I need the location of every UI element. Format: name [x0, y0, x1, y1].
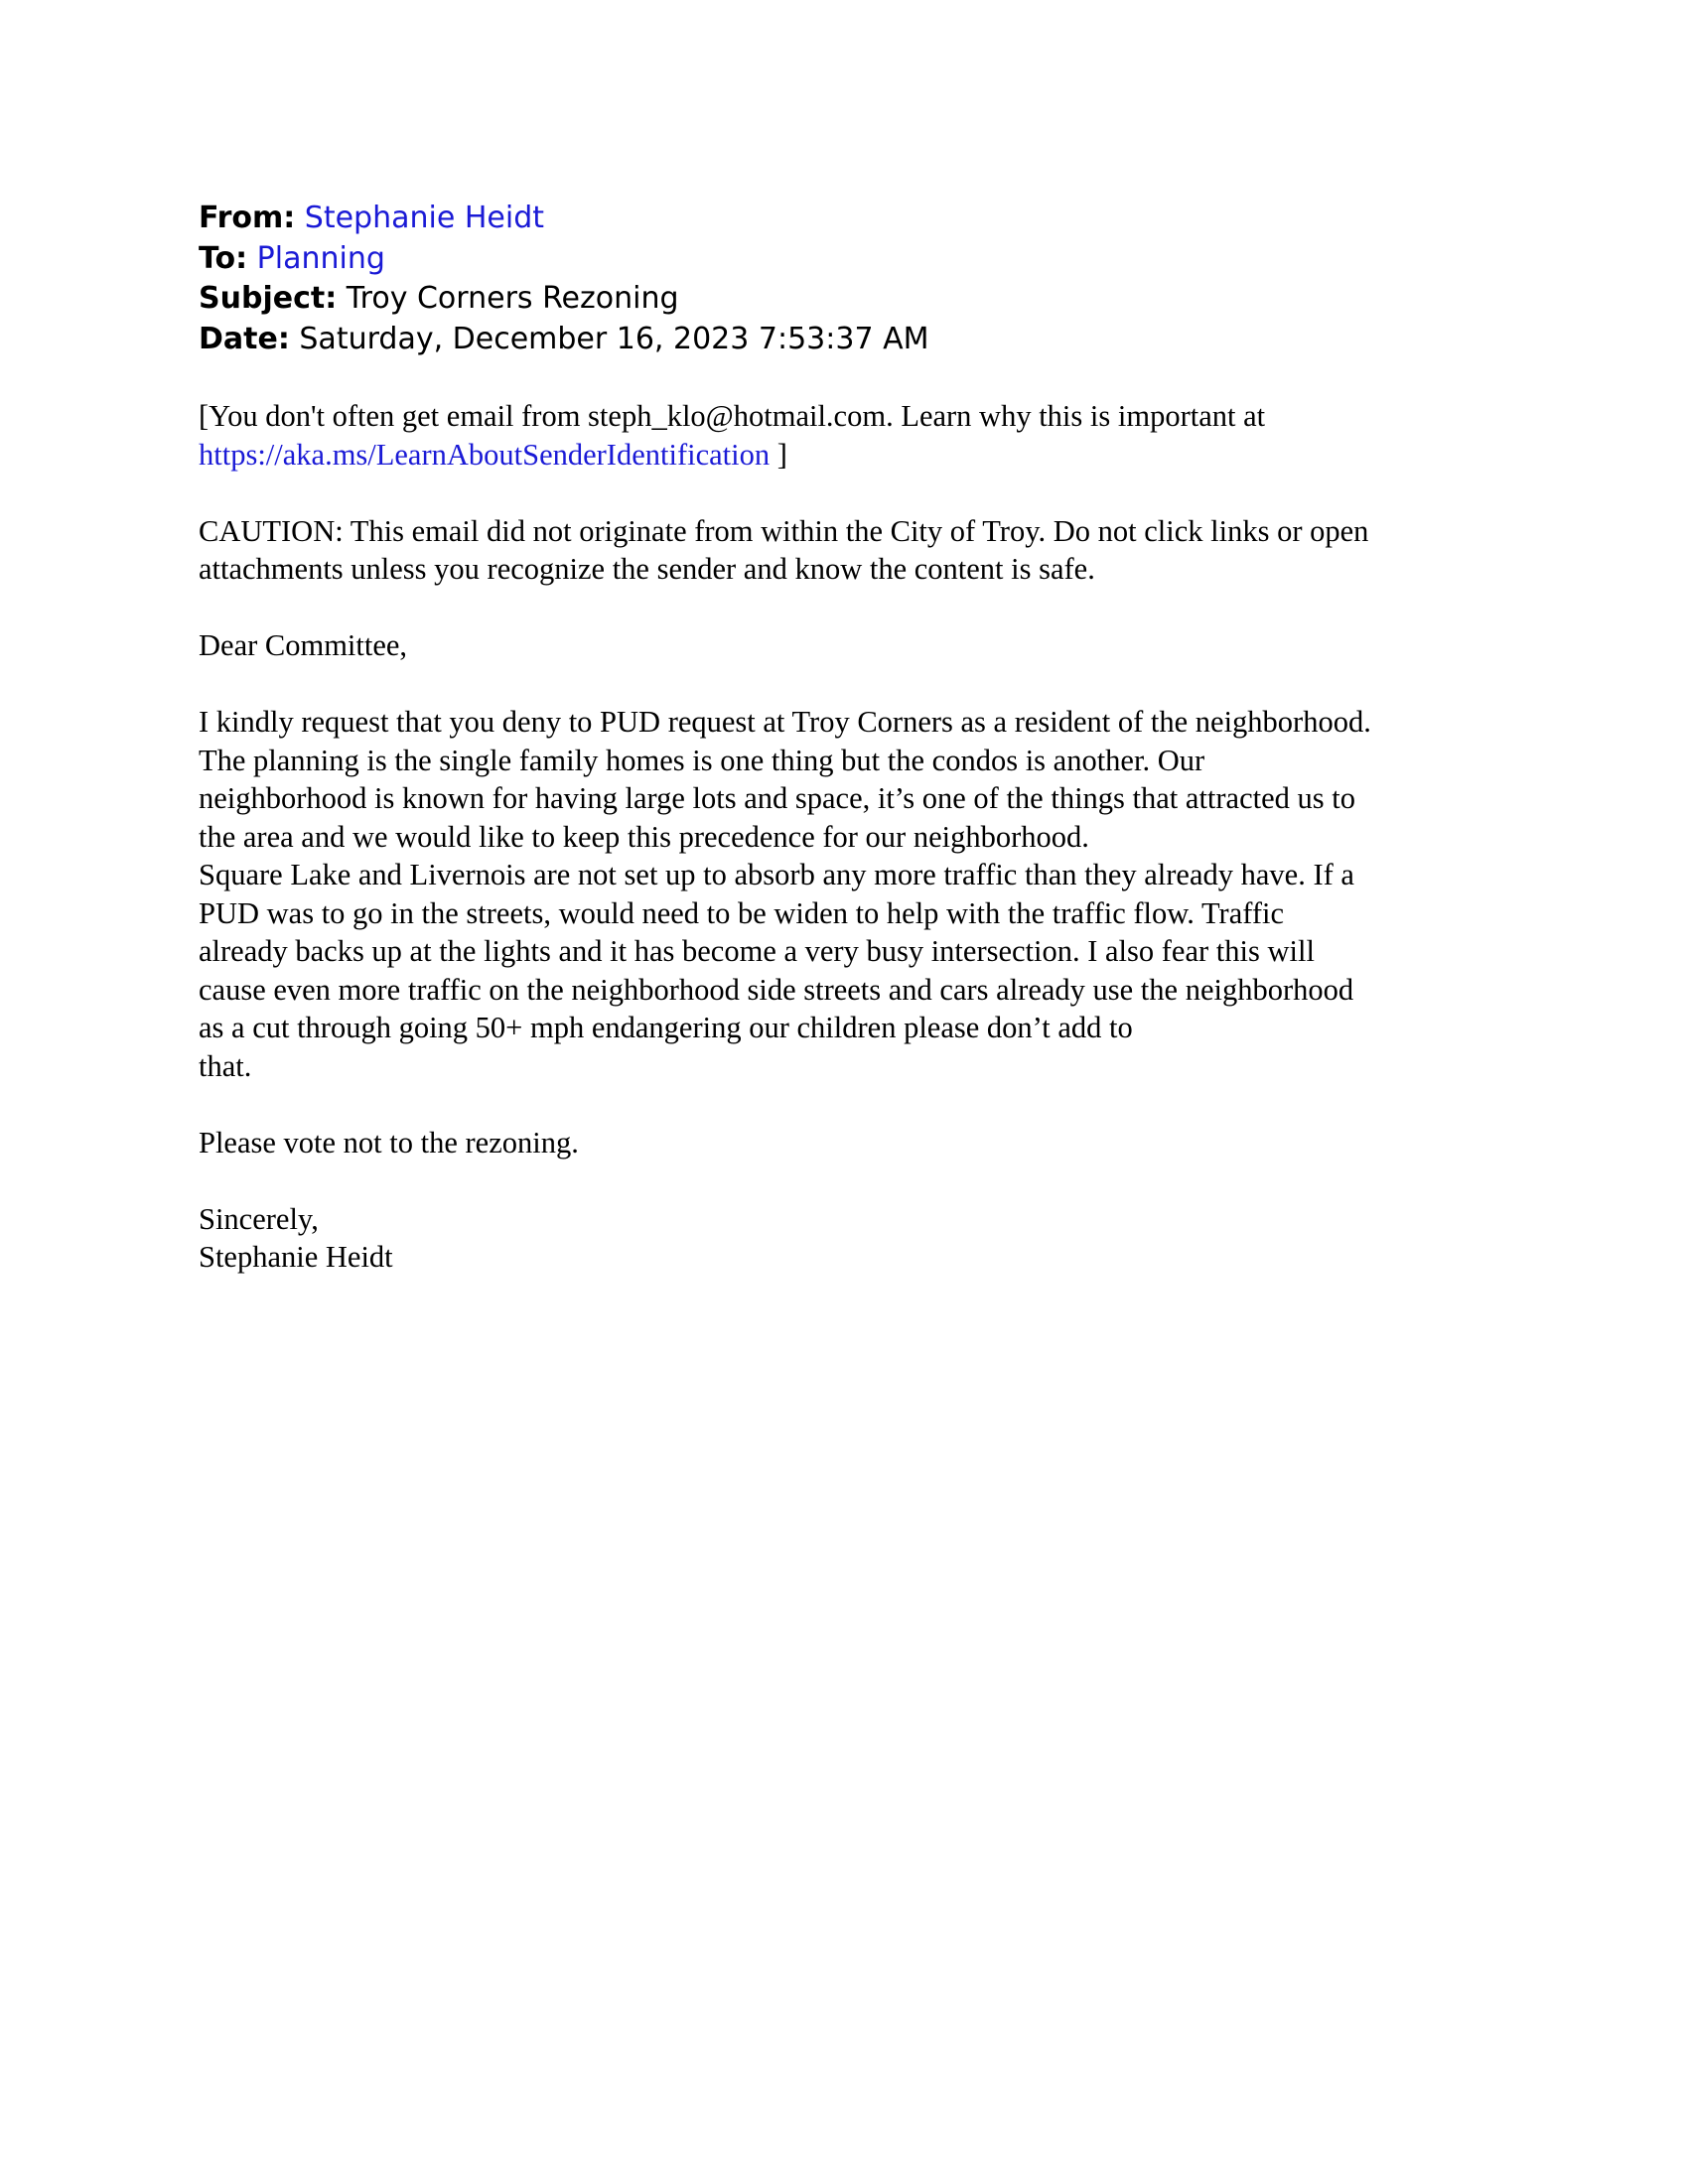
closing-request-text: Please vote not to the rezoning.	[199, 1125, 579, 1160]
date-label: Date:	[199, 321, 290, 356]
subject-row	[199, 279, 1509, 320]
message-line: as a cut through going 50+ mph endangering our children please don’t add to	[199, 1011, 1133, 1044]
message-line: I kindly request that you deny to PUD request at Troy Corners as a resident of the neighborhood.	[199, 705, 1371, 739]
to-recipient-link[interactable]: Planning	[256, 240, 385, 276]
message-line: already backs up at the lights and it has become a very busy intersection. I also fear this will	[199, 934, 1315, 968]
email-header	[199, 199, 1509, 359]
signoff-closing: Sincerely,	[199, 1201, 319, 1236]
message-line: neighborhood is known for having large lots and space, it’s one of the things that attracted us to	[199, 781, 1355, 815]
message-line: PUD was to go in the streets, would need to be widen to help with the traffic flow. Traffic	[199, 895, 1285, 930]
email-document	[199, 199, 1509, 1314]
message-line: that.	[199, 1048, 252, 1083]
caution-line-1: CAUTION: This email did not originate from within the City of Troy. Do not click links or open	[199, 513, 1369, 548]
from-row	[199, 199, 1509, 239]
closing-request	[199, 1124, 1509, 1162]
greeting-text: Dear Committee,	[199, 628, 408, 662]
from-label: From:	[199, 201, 296, 235]
message-paragraph	[199, 703, 1509, 1085]
to-label: To:	[199, 240, 248, 276]
greeting	[199, 626, 1509, 665]
caution-banner	[199, 512, 1509, 589]
subject-value: Troy Corners Rezoning	[346, 281, 679, 316]
sender-identification-link[interactable]: https://aka.ms/LearnAboutSenderIdentification	[199, 437, 771, 472]
subject-label: Subject:	[199, 281, 338, 316]
sender-notice-bracket: ]	[770, 437, 787, 472]
caution-line-2: attachments unless you recognize the sender and know the content is safe.	[199, 552, 1095, 586]
date-value: Saturday, December 16, 2023 7:53:37 AM	[299, 321, 929, 356]
message-line: the area and we would like to keep this precedence for our neighborhood.	[199, 819, 1089, 854]
message-line: The planning is the single family homes is one thing but the condos is another. Our	[199, 743, 1205, 777]
email-body	[199, 397, 1509, 1277]
sender-notice-text: [You don't often get email from steph_klo@hotmail.com. Learn why this is important at	[199, 399, 1266, 433]
sender-notice	[199, 397, 1509, 474]
date-row	[199, 320, 1509, 360]
message-line: cause even more traffic on the neighborhood side streets and cars already use the neighborhood	[199, 972, 1354, 1007]
from-sender-link[interactable]: Stephanie Heidt	[304, 201, 544, 235]
signoff-name: Stephanie Heidt	[199, 1240, 393, 1274]
message-line: Square Lake and Livernois are not set up to absorb any more traffic than they already have. If a	[199, 858, 1354, 891]
to-row	[199, 239, 1509, 280]
signoff	[199, 1200, 1509, 1277]
